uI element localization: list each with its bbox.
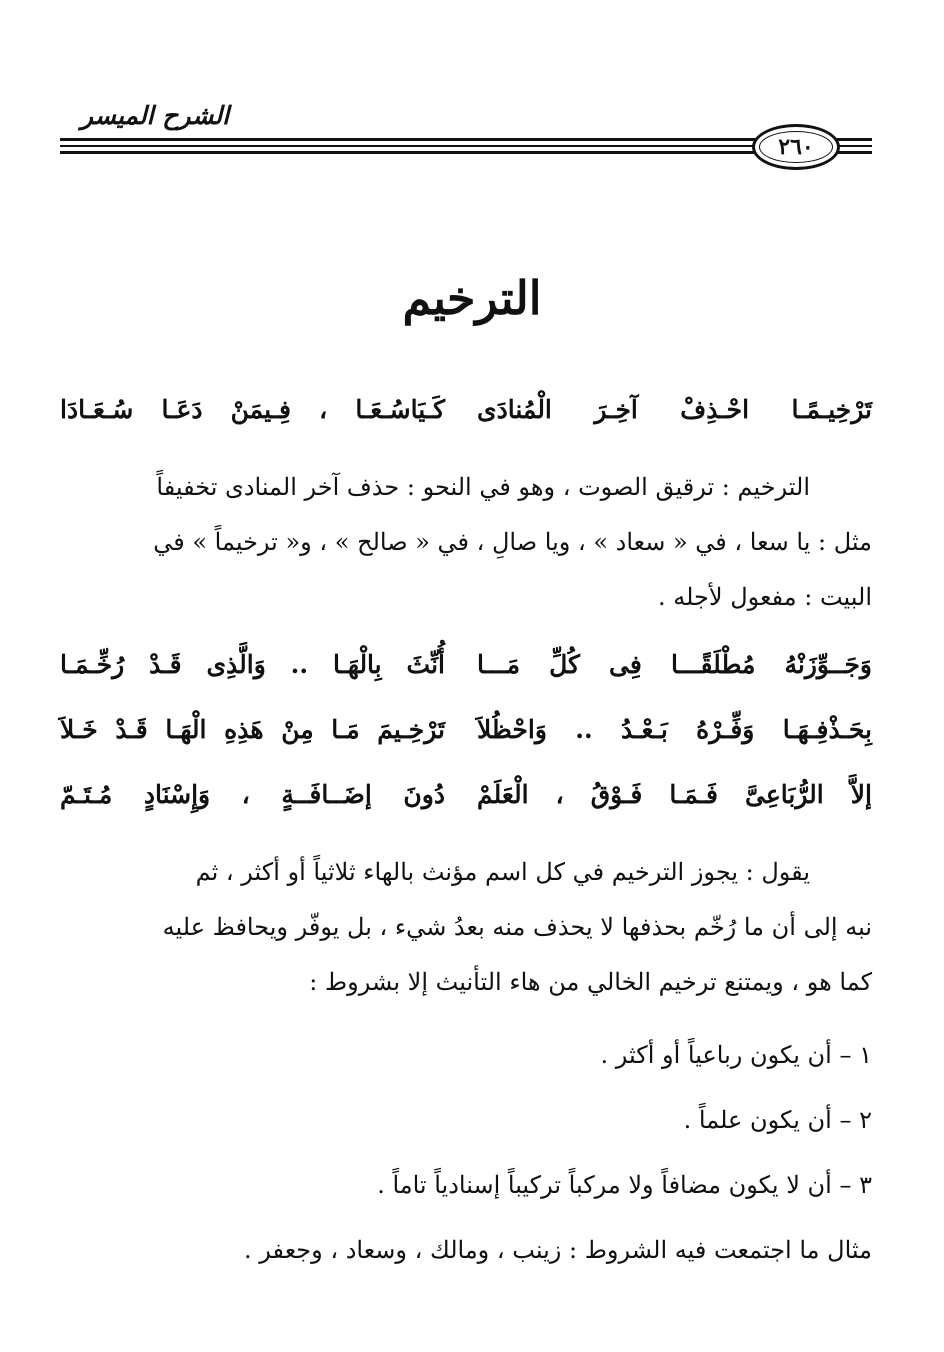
paragraph-line: نبه إلى أن ما رُخّم بحذفها لا يحذف منه بعدُ شيء ، بل يوفّر ويحافظ عليه [162, 913, 872, 941]
commentary-paragraph [60, 845, 872, 1010]
verse-line [60, 770, 872, 820]
verse-line [60, 385, 872, 435]
verse-line [60, 705, 872, 755]
page-number-frame [752, 124, 840, 170]
verse-second-hemistich: كَـيَاسُـعَـا ، فِـيمَنْ دَعَـا سُـعَـادَا [60, 395, 445, 424]
condition-item: ٣ – أن لا يكون مضافاً ولا مركباً تركيباً إسنادياً تاماً . [377, 1171, 872, 1199]
verse-first-hemistich: وَجَــوِّزَنْهُ مُطْلَقًـــا فِى كُلِّ مَـــا [477, 650, 872, 679]
chapter-title: الترخيم [402, 271, 542, 325]
condition-item: ١ – أن يكون رباعياً أو أكثر . [600, 1041, 872, 1069]
paragraph-line: يقول : يجوز الترخيم في كل اسم مؤنث بالهاء ثلاثياً أو أكثر ، ثم [195, 858, 810, 886]
explanation-paragraph [60, 460, 872, 625]
verse-second-hemistich: تَرْخِـيمَ مَـا مِنْ هَذِهِ الْهَـا قَـدْ خَـلاَ [60, 715, 445, 744]
verse-second-hemistich: أُنِّثَ بِالْهَـا .. وَالَّذِى قَـدْ رُخِّـمَـا [60, 650, 445, 679]
paragraph-line: كما هو ، ويمتنع ترخيم الخالي من هاء التأنيث إلا بشروط : [309, 968, 872, 996]
paragraph-line: الترخيم : ترقيق الصوت ، وهو في النحو : حذف آخر المنادى تخفيفاً [156, 473, 810, 501]
verse-second-hemistich: دُونَ إضَــافَــةٍ ، وَإِسْنَادٍ مُـتَـمّ [60, 780, 445, 809]
header-rule [60, 151, 872, 154]
verse-first-hemistich: بِحَـذْفِـهَـا وَفِّـرْهُ بَـعْـدُ .. وَاحْظُلاَ [477, 715, 872, 744]
paragraph-line: البيت : مفعول لأجله . [657, 583, 872, 611]
condition-item: ٢ – أن يكون علماً . [683, 1106, 872, 1134]
header-rule [60, 138, 872, 141]
verse-first-hemistich: تَرْخِيـمًـا احْـذِفْ آخِـرَ الْمُنادَى [477, 395, 872, 424]
page-number: ٢٦٠ [778, 134, 814, 160]
example-line: مثال ما اجتمعت فيه الشروط : زينب ، ومالك ، وسعاد ، وجعفر . [244, 1236, 872, 1264]
paragraph-line: مثل : يا سعا ، في « سعاد » ، ويا صالِ ، في « صالح » ، و« ترخيماً » في [153, 528, 872, 556]
verse-line [60, 640, 872, 690]
header-rule [60, 145, 872, 147]
verse-first-hemistich: إلاَّ الرُّبَاعِىَّ فَـمَـا فَـوْقُ ، الْعَلَمْ [477, 780, 872, 809]
running-title: الشرح الميسر [80, 101, 230, 130]
